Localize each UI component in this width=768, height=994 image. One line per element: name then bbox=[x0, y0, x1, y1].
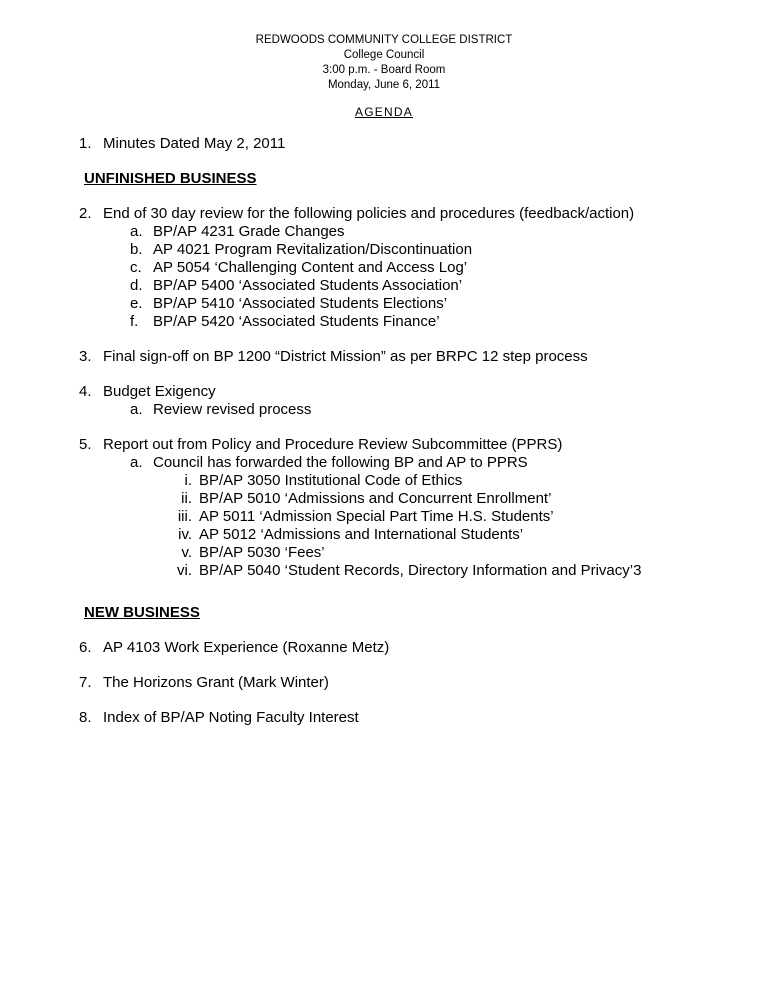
item-2e-text: BP/AP 5410 ‘Associated Students Elections’ bbox=[153, 295, 448, 312]
item-2e-label: e. bbox=[130, 295, 143, 312]
item-1-text: Minutes Dated May 2, 2011 bbox=[103, 135, 286, 152]
item-5a-v-text: BP/AP 5030 ‘Fees’ bbox=[199, 544, 325, 561]
item-5a-v-label: v. bbox=[181, 544, 192, 561]
item-5-number: 5. bbox=[79, 436, 92, 453]
item-5a-vi-text: BP/AP 5040 ‘Student Records, Directory Information and Privacy’3 bbox=[199, 562, 642, 579]
item-5-text: Report out from Policy and Procedure Review Subcommittee (PPRS) bbox=[103, 436, 563, 453]
item-8-number: 8. bbox=[79, 709, 92, 726]
item-7-number: 7. bbox=[79, 674, 92, 691]
item-2b-label: b. bbox=[130, 241, 143, 258]
item-5a-vi-label: vi. bbox=[177, 562, 192, 579]
item-2f-text: BP/AP 5420 ‘Associated Students Finance’ bbox=[153, 313, 440, 330]
item-4a-text: Review revised process bbox=[153, 401, 312, 418]
item-5a-iv-label: iv. bbox=[178, 526, 192, 543]
meeting-time-place: 3:00 p.m. - Board Room bbox=[322, 64, 446, 76]
item-2-number: 2. bbox=[79, 205, 92, 222]
item-8-text: Index of BP/AP Noting Faculty Interest bbox=[103, 709, 359, 726]
item-2c-label: c. bbox=[130, 259, 142, 276]
item-6-number: 6. bbox=[79, 639, 92, 656]
item-5a-i-label: i. bbox=[184, 472, 192, 489]
item-5a-text: Council has forwarded the following BP and AP to PPRS bbox=[153, 454, 528, 471]
item-5a-label: a. bbox=[130, 454, 143, 471]
item-5a-ii-text: BP/AP 5010 ‘Admissions and Concurrent Enrollment’ bbox=[199, 490, 552, 507]
council-name: College Council bbox=[343, 49, 425, 61]
item-2a-label: a. bbox=[130, 223, 143, 240]
meeting-date: Monday, June 6, 2011 bbox=[327, 79, 441, 91]
item-2-text: End of 30 day review for the following policies and procedures (feedback/action) bbox=[103, 205, 635, 222]
agenda-title: AGENDA bbox=[355, 105, 413, 119]
item-2d-label: d. bbox=[130, 277, 143, 294]
item-5a-iii-label: iii. bbox=[177, 508, 192, 525]
item-6-text: AP 4103 Work Experience (Roxanne Metz) bbox=[103, 639, 390, 656]
unfinished-business-heading: UNFINISHED BUSINESS bbox=[84, 170, 257, 187]
item-4-number: 4. bbox=[79, 383, 92, 400]
item-2b-text: AP 4021 Program Revitalization/Discontinuation bbox=[153, 241, 473, 258]
item-3-number: 3. bbox=[79, 348, 92, 365]
item-3-text: Final sign-off on BP 1200 “District Mission” as per BRPC 12 step process bbox=[103, 348, 588, 365]
item-2a-text: BP/AP 4231 Grade Changes bbox=[153, 223, 345, 240]
new-business-heading: NEW BUSINESS bbox=[84, 604, 200, 621]
item-4-text: Budget Exigency bbox=[103, 383, 216, 400]
item-2c-text: AP 5054 ‘Challenging Content and Access Log’ bbox=[153, 259, 468, 276]
item-5a-i-text: BP/AP 3050 Institutional Code of Ethics bbox=[199, 472, 463, 489]
item-5a-iii-text: AP 5011 ‘Admission Special Part Time H.S. Students’ bbox=[199, 508, 554, 525]
item-1-number: 1. bbox=[79, 135, 92, 152]
district-name: REDWOODS COMMUNITY COLLEGE DISTRICT bbox=[255, 34, 513, 46]
item-5a-iv-text: AP 5012 ‘Admissions and International Students’ bbox=[199, 526, 524, 543]
item-5a-ii-label: ii. bbox=[181, 490, 192, 507]
item-7-text: The Horizons Grant (Mark Winter) bbox=[103, 674, 329, 691]
item-2f-label: f. bbox=[130, 313, 139, 330]
item-4a-label: a. bbox=[130, 401, 143, 418]
item-2d-text: BP/AP 5400 ‘Associated Students Association’ bbox=[153, 277, 463, 294]
